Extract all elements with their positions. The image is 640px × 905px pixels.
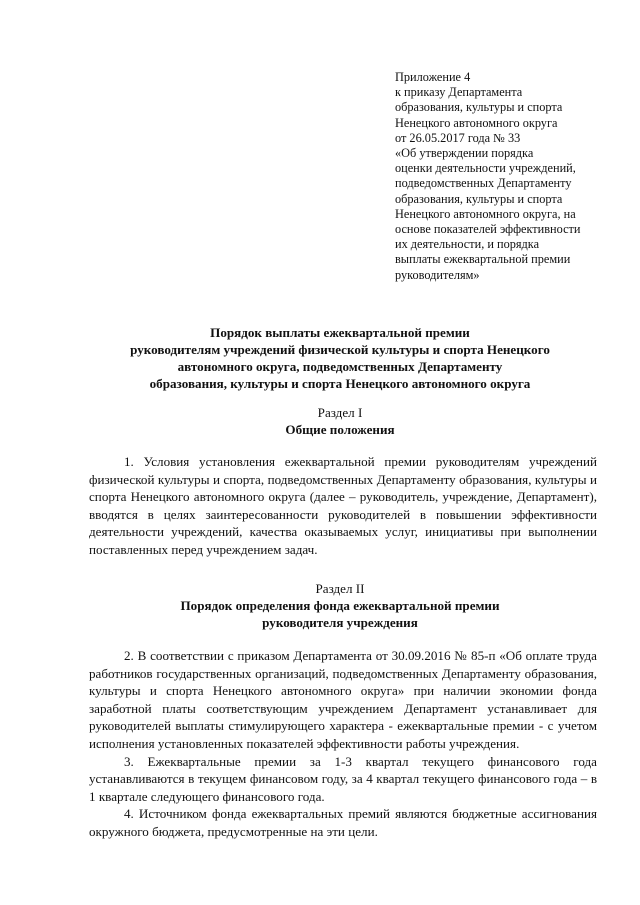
appendix-line: основе показателей эффективности — [395, 222, 581, 237]
appendix-block — [395, 70, 615, 283]
appendix-line: «Об утверждении порядка — [395, 146, 534, 161]
paragraph: 3. Ежеквартальные премии за 1-3 квартал текущего финансового года устанавливаются в текущем финансовом году, за 4 квартал текущего финансового года – в 1 квартале следующего финансового года. — [89, 753, 597, 804]
section-name-line: Порядок определения фонда ежеквартальной премии — [180, 598, 500, 613]
appendix-line: Ненецкого автономного округа, на — [395, 206, 576, 221]
appendix-line: выплаты ежеквартальной премии — [395, 252, 571, 267]
section-number: Раздел I — [317, 405, 363, 420]
document-title — [60, 324, 620, 392]
section-2-heading — [60, 580, 620, 631]
title-line: руководителям учреждений физической культуры и спорта Ненецкого — [130, 342, 550, 357]
paragraph: 2. В соответствии с приказом Департамента от 30.09.2016 № 85-п «Об оплате труда работников государственных организаций, подведомственных Департаменту образования, культуры и спорта Ненецкого автономного округа» при наличии экономии фонда заработной платы соответствующим учреждением Департамент устанавливает для руководителей выплаты стимулирующего характера - ежеквартальные премии - с учетом исполнения установленных показателей эффективности работы учреждения. — [89, 648, 597, 751]
appendix-line: Приложение 4 — [395, 70, 471, 84]
appendix-line: от 26.05.2017 года № 33 — [395, 130, 521, 145]
section-1-heading — [60, 404, 620, 438]
section-name: Общие положения — [285, 422, 395, 437]
appendix-line: их деятельности, и порядка — [395, 237, 540, 252]
title-line: образования, культуры и спорта Ненецкого автономного округа — [149, 376, 531, 391]
title-line: Порядок выплаты ежеквартальной премии — [210, 325, 470, 340]
appendix-line: подведомственных Департаменту — [395, 176, 572, 191]
section-number: Раздел II — [315, 581, 365, 596]
section-name-line: руководителя учреждения — [262, 615, 418, 630]
section-1-body — [89, 453, 597, 559]
appendix-line: образования, культуры и спорта — [395, 191, 563, 206]
title-line: автономного округа, подведомственных Департаменту — [177, 359, 503, 374]
appendix-line: к приказу Департамента — [395, 85, 523, 100]
section-2-body — [89, 647, 597, 841]
paragraph: 4. Источником фонда ежеквартальных премий являются бюджетные ассигнования окружного бюджета, предусмотренные на эти цели. — [89, 806, 597, 839]
appendix-line: оценки деятельности учреждений, — [395, 161, 576, 176]
appendix-line: Ненецкого автономного округа — [395, 115, 558, 130]
appendix-line: руководителям» — [395, 267, 480, 282]
paragraph: 1. Условия установления ежеквартальной премии руководителям учреждений физической культуры и спорта, подведомственных Департаменту образования, культуры и спорта Ненецкого автономного округа (далее – руководитель, учреждение, Департамент), вводятся в целях заинтересованности руководителей в повышении эффективности деятельности учреждений, качества оказываемых услуг, инициативы при выполнении поставленных перед учреждением задач. — [89, 454, 597, 557]
appendix-line: образования, культуры и спорта — [395, 100, 563, 115]
